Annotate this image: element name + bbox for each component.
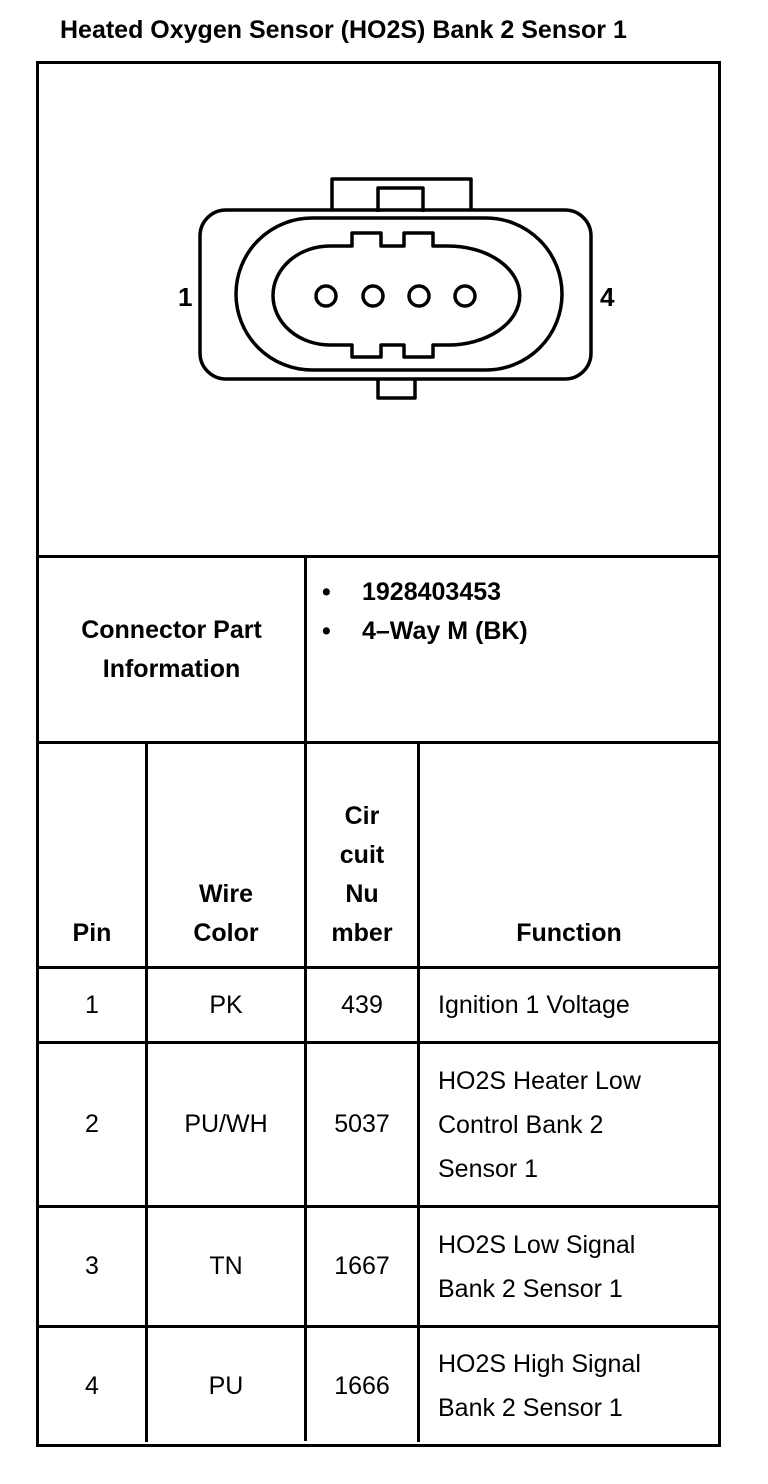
function-line: Bank 2 Sensor 1 (438, 1394, 623, 1422)
table-row-2-function (420, 1044, 718, 1205)
function-line: Bank 2 Sensor 1 (438, 1274, 623, 1303)
function-line: HO2S Heater Low (438, 1066, 641, 1095)
bullet-icon: • (322, 578, 331, 606)
part-info-label-line-2: Information (102, 654, 241, 683)
header-pin-text: Pin (72, 919, 112, 947)
table-row-1-wire-color: PK (209, 990, 243, 1019)
part-info-label-line-1: Connector Part (81, 615, 262, 644)
table-row-1-pin: 1 (85, 990, 99, 1019)
header-wire-color (148, 744, 304, 953)
table-row-3-function (420, 1208, 718, 1325)
connector-inner-shroud (236, 218, 562, 370)
header-circuit-number (307, 744, 417, 953)
table-row-3-pin: 3 (85, 1252, 99, 1280)
connector-pin-cavity (273, 233, 520, 357)
bullet-icon: • (322, 617, 331, 645)
header-circuit-line-1: Cir (344, 802, 380, 830)
function-line: Ignition 1 Voltage (438, 990, 630, 1019)
function-line: Sensor 1 (438, 1154, 539, 1183)
part-info-label (39, 558, 304, 741)
document-title: Heated Oxygen Sensor (HO2S) Bank 2 Sensor 1 (60, 16, 627, 44)
pin-1-label: 1 (178, 282, 193, 312)
pin-4-terminal (455, 286, 475, 306)
function-line: HO2S Low Signal (438, 1230, 636, 1259)
pin-1-terminal (316, 286, 336, 306)
pin-4-label: 4 (600, 282, 615, 312)
header-function (420, 744, 718, 953)
function-line: HO2S High Signal (438, 1350, 641, 1378)
table-row-3-circuit: 1667 (334, 1252, 390, 1280)
part-info-list (322, 573, 712, 651)
table-row-1-circuit: 439 (341, 990, 383, 1019)
table-row-3-wire-color: TN (209, 1252, 243, 1280)
part-number: 1928403453 (362, 578, 502, 606)
table-row-4-function (420, 1328, 718, 1444)
header-function-text: Function (516, 919, 622, 947)
table-row-2-circuit: 5037 (334, 1110, 390, 1138)
list-item (322, 573, 712, 612)
list-item (322, 612, 712, 651)
table-row-4-wire-color: PU (208, 1371, 244, 1400)
table-row-2-wire-color: PU/WH (184, 1110, 268, 1138)
table-row-4-pin: 4 (85, 1371, 99, 1400)
table-row-4-circuit: 1666 (334, 1371, 390, 1400)
function-line: Control Bank 2 (438, 1110, 604, 1139)
header-circuit-line-3: Nu (345, 880, 379, 908)
header-pin (39, 744, 145, 953)
pin-3-terminal (409, 286, 429, 306)
header-circuit-line-2: cuit (339, 841, 385, 869)
pin-2-terminal (363, 286, 383, 306)
connector-top-latch (332, 179, 471, 211)
connector-bottom-key (378, 380, 415, 398)
connector-face-diagram (0, 0, 768, 560)
table-row-2-pin: 2 (85, 1110, 99, 1138)
header-wire-color-line-1: Wire (199, 880, 253, 908)
connector-type: 4–Way M (BK) (362, 617, 528, 645)
header-wire-color-line-2: Color (193, 919, 259, 947)
header-circuit-line-4: mber (331, 919, 393, 947)
table-row-1-function (420, 969, 718, 1041)
